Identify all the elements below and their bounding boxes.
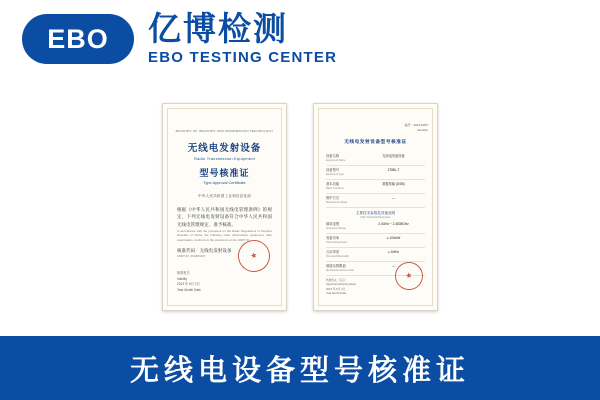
cert1-footer-line-2: Validity: [177, 276, 188, 281]
cert2-footer-line-1: 核准机关（签章）: [326, 278, 348, 282]
cert2-footer-line-3: 2013 年 6月 2日: [326, 287, 346, 291]
brand-header: [0, 0, 600, 78]
cert2-code-block: [323, 123, 428, 133]
brand-block: [148, 8, 338, 67]
cert2-param0-label-en: Frequency Range: [326, 226, 346, 230]
cert2-param1-label-en: Transmitting Power: [326, 241, 348, 245]
cert2-row2-label-en: Basic Functions: [326, 186, 344, 190]
cert1-paragraph-en: In accordance with the provisions on the Radio Regulations of People's Republic of China, the following radio transmission equipment, after examination, conforms to the provisions on the CMIIT ID.: [177, 228, 272, 243]
cert2-row3-label-en: Maintenance Mode: [326, 200, 348, 204]
cert2-param2-value: ≤ 1MHz: [388, 250, 399, 255]
cert2-param1-label-cn: 发射功率: [326, 236, 340, 241]
cert1-paragraph-cn: 根据《中华人民共和国无线电管理条例》的规定，下列无线电发射设备符合中华人民共和国无线电管理规定，准予核准。: [177, 206, 272, 228]
ebo-logo: EBO: [22, 14, 134, 64]
cert2-param1-value: ≤ 100mW: [386, 236, 401, 241]
cert1-footer-line-4: Year Month Date: [177, 288, 201, 293]
cert1-id-label: 核准代码：无线电发射设备: [177, 247, 232, 253]
cert2-row2-value: 数据传输 (DSB): [382, 181, 405, 186]
cert2-code-label-en: Number: [417, 127, 428, 132]
cert2-param2-label-en: Occupied Bandwidth: [326, 255, 349, 259]
certificate-images: [0, 78, 600, 336]
cert1-issuing-authority: 中华人民共和国工业和信息化部: [197, 193, 252, 198]
footer-banner: [0, 336, 600, 400]
seal-star-icon: ★: [404, 270, 414, 281]
cert2-row3-value: —: [391, 195, 396, 200]
certificate-page-2: [313, 103, 438, 311]
table-row: [326, 166, 425, 180]
cert1-title-cn: 无线电发射设备: [187, 142, 262, 154]
table-row: [326, 234, 425, 248]
cert2-row0-label-en: Equipment Name: [326, 158, 346, 162]
table-row: [326, 194, 425, 208]
table-row: [326, 220, 425, 234]
cert1-footer-line-1: 核准机关: [177, 270, 190, 275]
cert2-param3-label-en: Spurious Emission Limits: [326, 269, 354, 273]
cert2-row1-value: 2788L-T: [387, 167, 400, 172]
footer-title: 无线电设备型号核准证: [129, 352, 470, 387]
cert2-row0-value: 无线电发射设备: [382, 153, 405, 158]
seal-star-icon: ★: [249, 250, 259, 261]
cert2-row0-label-cn: 设备名称: [326, 153, 340, 158]
cert2-section-en: Main Technical Parameters: [360, 215, 391, 219]
cert1-id-value: CMIIT ID: 2013PD107: [177, 254, 206, 259]
cert2-footer-line-4: Year Month Date: [326, 292, 347, 296]
cert2-param3-label-cn: 频谱杂散限值: [326, 264, 346, 269]
table-row: [326, 248, 425, 262]
cert2-row1-label-en: Equipment Type: [326, 172, 345, 176]
cert2-footer: [326, 279, 356, 297]
table-row: [326, 180, 425, 194]
cert2-info-table: [323, 152, 428, 277]
cert2-title-cn: 无线电发射设备型号核准证: [344, 139, 407, 145]
cert2-param3-value: —: [391, 264, 396, 269]
cert2-row2-label-cn: 基本功能: [326, 181, 340, 186]
certificate-page-1: [162, 103, 287, 311]
cert1-org-line-en: MINISTRY OF INDUSTRY AND INFORMATION TECHNOLOGY: [175, 129, 274, 133]
cert1-footer-line-3: 2013 年 6月 2日: [177, 282, 200, 287]
cert2-param0-label-cn: 频率范围: [326, 222, 340, 227]
cert2-section-header: [326, 208, 425, 220]
brand-name-cn: 亿博检测: [148, 8, 288, 48]
cert2-param2-label-cn: 占用带宽: [326, 250, 340, 255]
cert1-subtitle-en: Type Approval Certificate: [203, 180, 246, 185]
cert1-subtitle-cn: 型号核准证: [199, 168, 250, 179]
cert2-section-cn: 主要技术参数及其他说明: [355, 210, 396, 215]
table-row: [326, 152, 425, 166]
cert2-row1-label-cn: 设备型号: [326, 167, 340, 172]
cert2-code-label: 编号：: [404, 123, 414, 127]
cert1-title-en: Radio Transmission Equipment: [194, 155, 255, 161]
cert2-footer-line-2: Approval Authority (Seal): [326, 283, 356, 287]
cert2-row3-label-cn: 维护方式: [326, 195, 340, 200]
brand-name-en: EBO TESTING CENTER: [148, 49, 338, 67]
cert2-param0-value: 2.4GHz ~ 2.4835GHz: [378, 222, 409, 227]
cert1-footer: [177, 271, 201, 294]
cert2-code-value: 2013-0207: [413, 123, 428, 127]
